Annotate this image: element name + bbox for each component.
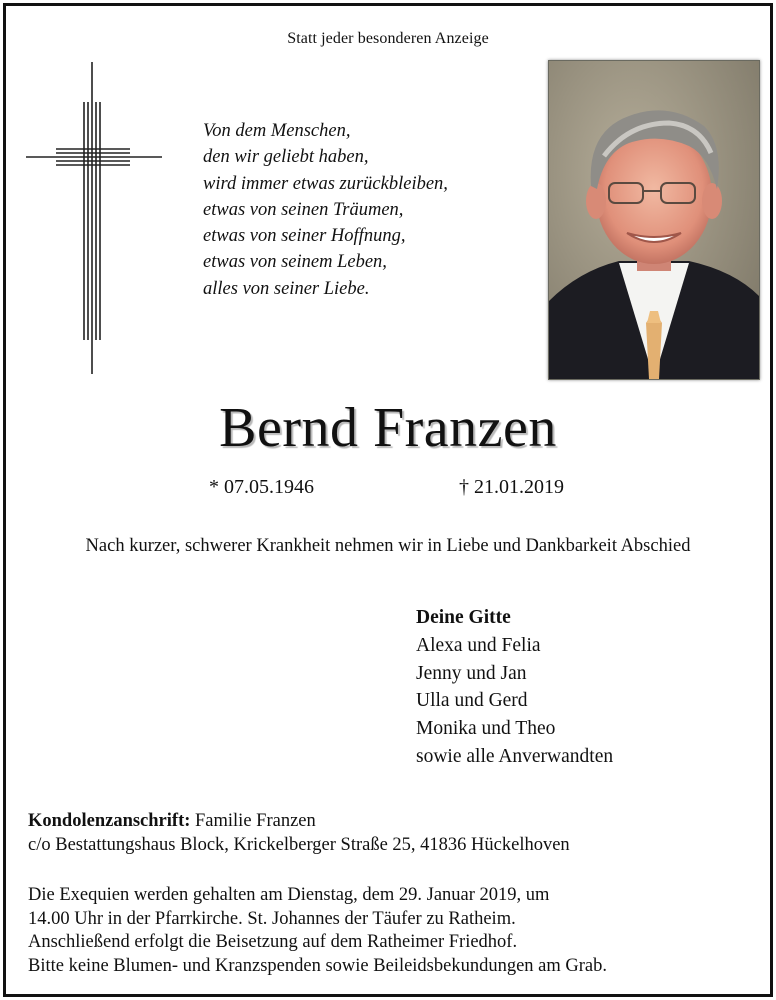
funeral-line: Die Exequien werden gehalten am Dienstag, dem 29. Januar 2019, um [28,885,550,905]
header-text: Statt jeder besonderen Anzeige [287,30,489,47]
address-label: Kondolenzanschrift: [28,811,191,831]
poem-line: etwas von seinem Leben, [203,252,387,273]
birth-date: * 07.05.1946 [209,476,314,498]
funeral-line: Bitte keine Blumen- und Kranzspenden sowie Beileidsbekundungen am Grab. [28,955,608,976]
condolence-address [28,809,570,857]
family-member: sowie alle Anverwandten [416,745,614,767]
family-list [416,604,613,771]
deceased-name: Bernd Franzen [219,397,557,459]
family-member: Alexa und Felia [416,634,541,656]
portrait-photo [548,60,760,380]
poem-line: etwas von seiner Hoffnung, [203,226,406,247]
cross-icon [26,62,166,374]
family-member: Deine Gitte [416,607,511,628]
obituary-notice [3,3,773,997]
funeral-details [28,884,607,978]
family-member: Jenny und Jan [416,662,527,684]
poem-line: den wir geliebt haben, [203,147,369,168]
farewell-text: Nach kurzer, schwerer Krankheit nehmen wir in Liebe und Dankbarkeit Abschied [85,536,691,556]
poem-line: Von dem Menschen, [203,121,351,141]
funeral-line: Anschließend erfolgt die Beisetzung auf dem Ratheimer Friedhof. [28,932,518,953]
poem-line: alles von seiner Liebe. [203,278,370,299]
death-date: † 21.01.2019 [459,476,564,498]
family-member: Ulla und Gerd [416,690,528,712]
poem-line: wird immer etwas zurückbleiben, [203,173,448,194]
address-line: c/o Bestattungshaus Block, Krickelberger Straße 25, 41836 Hückelhoven [28,835,570,855]
funeral-line: 14.00 Uhr in der Pfarrkirche. St. Johannes der Täufer zu Ratheim. [28,908,516,929]
address-name: Familie Franzen [195,811,316,831]
poem [203,118,448,302]
family-member: Monika und Theo [416,718,556,740]
poem-line: etwas von seinen Träumen, [203,199,404,220]
